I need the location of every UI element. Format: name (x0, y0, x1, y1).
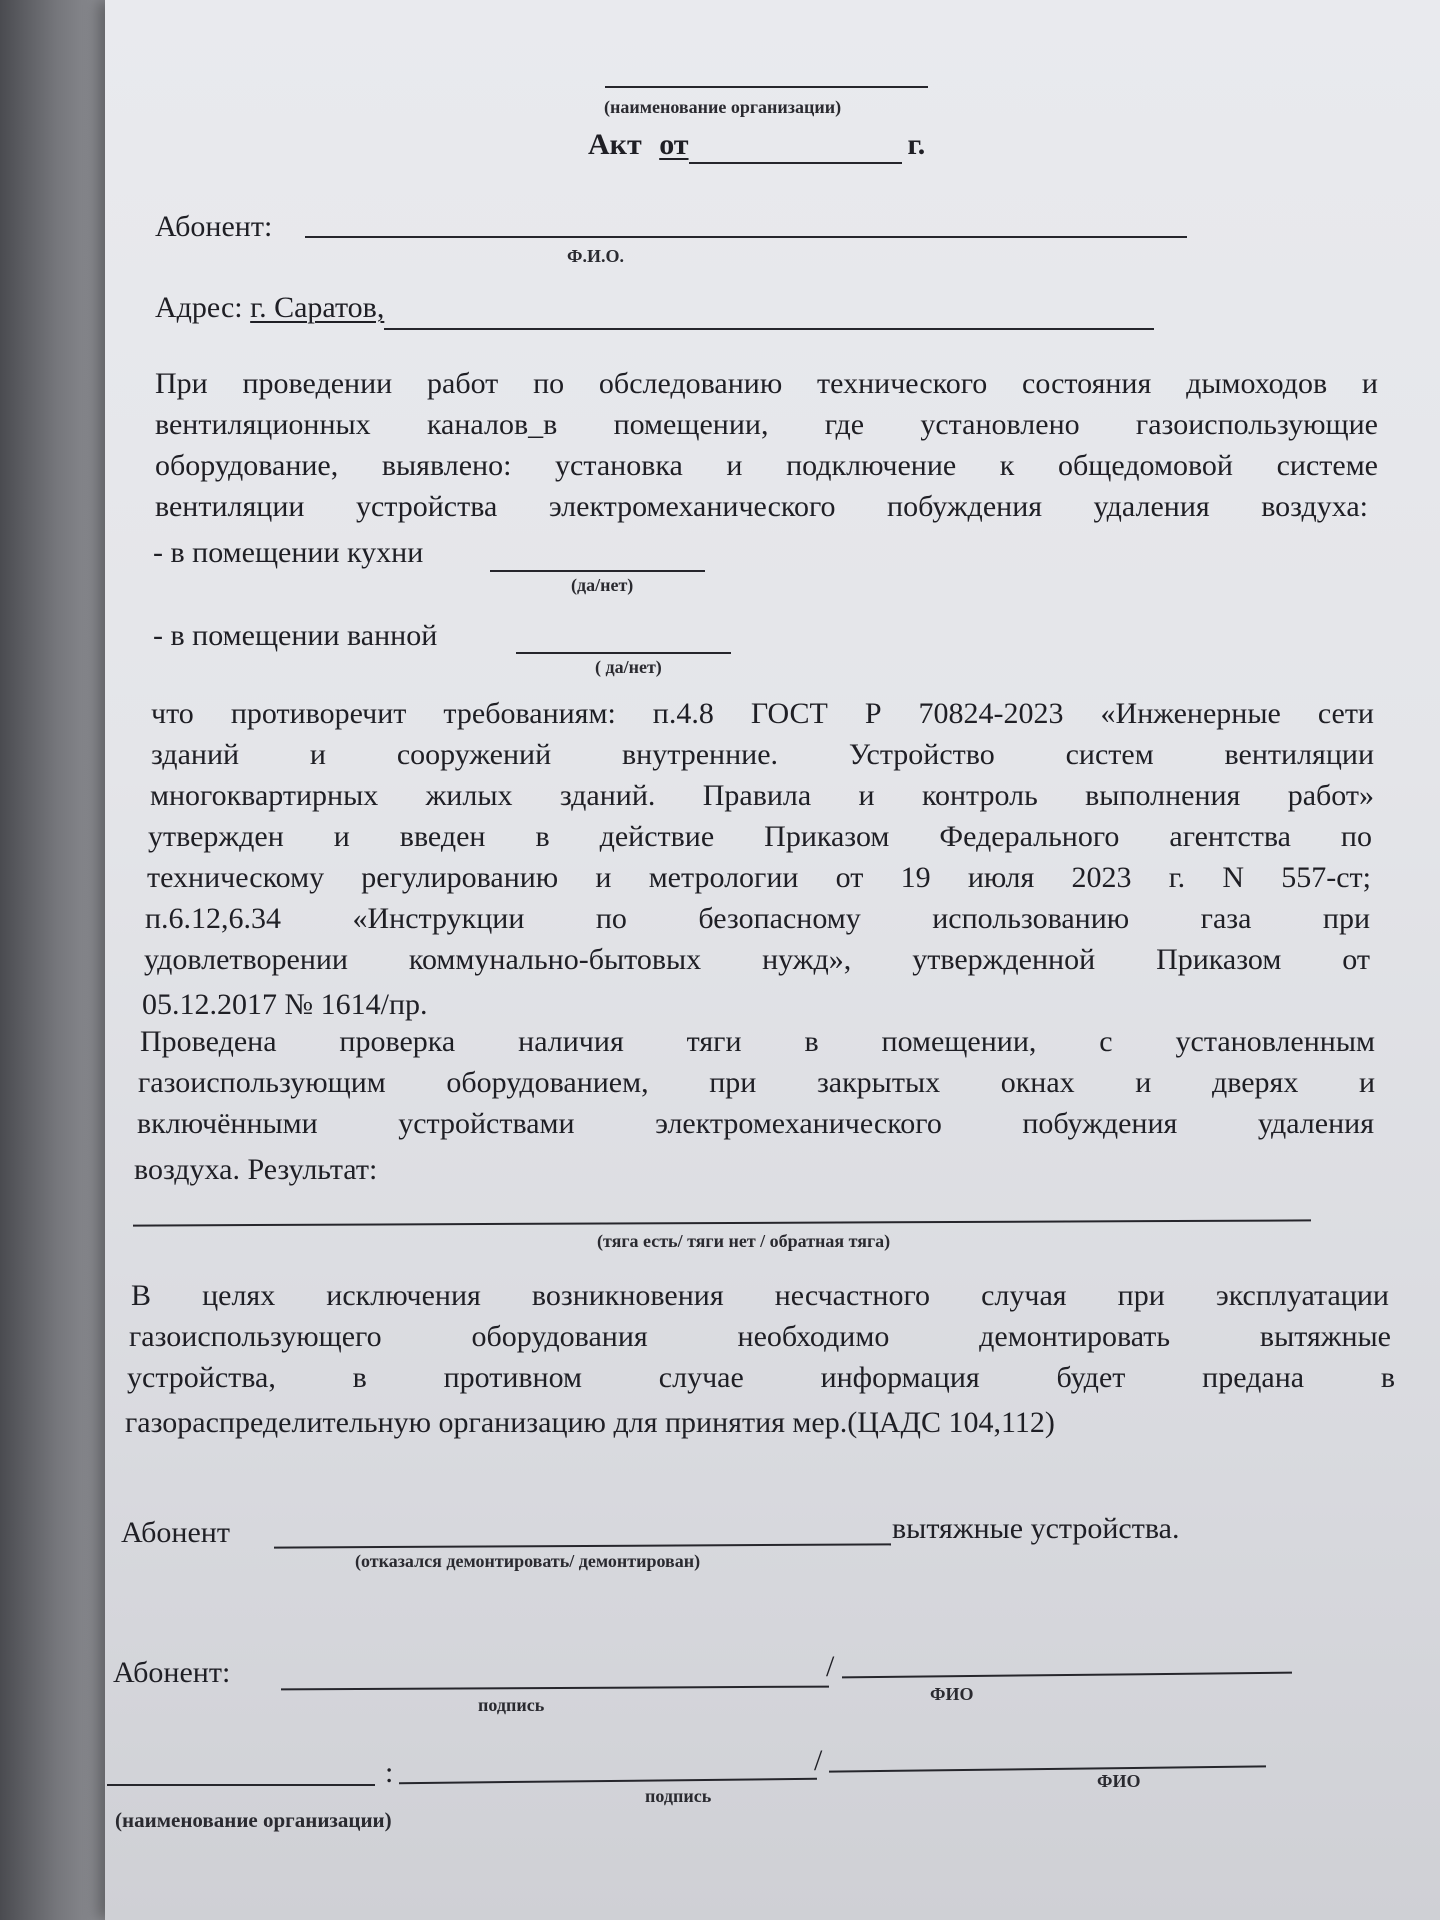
dismantle-caption: (отказался демонтировать/ демонтирован) (355, 1551, 701, 1571)
bathroom-label: - в помещении ванной (153, 619, 438, 652)
paragraph2-line-7: удовлетворении коммунально-бытовых нужд», утвержденной Приказом от (144, 943, 1370, 976)
paragraph2-line-4: утвержден и введен в действие Приказом Федерального агентства по (148, 820, 1372, 853)
paragraph4-line-3: устройства, в противном случае информация будет предана в (127, 1361, 1395, 1394)
paragraph1-line-2: вентиляционных каналов_в помещении, где установлено газоиспользующие (155, 408, 1378, 441)
org-signature-fio-line (829, 1765, 1266, 1772)
bathroom-caption: ( да/нет) (595, 657, 662, 677)
org-signature-fio-caption: ФИО (1097, 1771, 1141, 1791)
paragraph4-line-4: газораспределительную организацию для принятия мер.(ЦАДС 104,112) (125, 1406, 1055, 1439)
subscriber-signature-caption: подпись (478, 1695, 545, 1715)
subscriber-signature-slash: / (826, 1650, 835, 1683)
org-signature-sign-line (399, 1778, 817, 1784)
act-title (588, 128, 925, 164)
kitchen-answer-line (490, 570, 705, 572)
paragraph2-line-8: 05.12.2017 № 1614/пр. (142, 988, 428, 1021)
org-signature-sign-caption: подпись (645, 1786, 712, 1806)
act-date-line (689, 128, 902, 164)
org-name-line (605, 86, 928, 88)
subscriber-name-sign-line (842, 1672, 1292, 1679)
org-signature-name-line (107, 1784, 375, 1786)
paragraph3-line-4: воздуха. Результат: (134, 1153, 378, 1186)
result-line (133, 1219, 1311, 1226)
paragraph1-line-4: вентиляции устройства электромеханического побуждения удаления воздуха: (155, 490, 1368, 523)
paragraph2-line-6: п.6.12,6.34 «Инструкции по безопасному использованию газа при (145, 902, 1370, 935)
address-city: г. Саратов, (250, 291, 385, 324)
paragraph2-line-5: техническому регулированию и метрологии от 19 июля 2023 г. N 557-ст; (147, 861, 1371, 894)
paragraph4-line-1: В целях исключения возникновения несчастного случая при эксплуатации (131, 1279, 1389, 1312)
subscriber-signature-line (281, 1686, 829, 1691)
bathroom-answer-line (516, 652, 731, 654)
org-name-caption: (наименование организации) (604, 97, 842, 117)
subscriber-fio-caption: ФИО (930, 1684, 974, 1704)
dismantle-answer-line (274, 1543, 891, 1548)
act-year: г. (907, 128, 926, 161)
kitchen-label: - в помещении кухни (153, 536, 424, 569)
address-label: Адрес: (155, 291, 243, 324)
paragraph2-line-2: зданий и сооружений внутренние. Устройство систем вентиляции (151, 738, 1374, 771)
subscriber-name-caption: Ф.И.О. (567, 246, 624, 266)
subscriber-name-line (305, 236, 1187, 238)
paragraph2-line-1: что противоречит требованиям: п.4.8 ГОСТ Р 70824-2023 «Инженерные сети (151, 697, 1374, 730)
act-from: от (659, 128, 689, 161)
subscriber-signature-label: Абонент: (113, 1656, 231, 1689)
paragraph3-line-1: Проведена проверка наличия тяги в помещении, с установленным (140, 1025, 1375, 1058)
paragraph2-line-3: многоквартирных жилых зданий. Правила и контроль выполнения работ» (150, 779, 1374, 812)
subscriber-label: Абонент: (155, 210, 273, 243)
org-signature-org-caption: (наименование организации) (115, 1808, 392, 1832)
dismantle-label: Абонент (121, 1516, 230, 1549)
org-signature-colon: : (385, 1756, 394, 1789)
act-word: Акт (588, 128, 642, 161)
address-row (155, 287, 1154, 330)
result-caption: (тяга есть/ тяги нет / обратная тяга) (597, 1231, 891, 1251)
paragraph3-line-3: включёнными устройствами электромеханического побуждения удаления (137, 1107, 1374, 1140)
paragraph1-line-3: оборудование, выявлено: установка и подключение к общедомовой системе (155, 449, 1378, 482)
address-line (384, 287, 1154, 330)
paragraph4-line-2: газоиспользующего оборудования необходимо демонтировать вытяжные (129, 1320, 1391, 1353)
kitchen-caption: (да/нет) (571, 575, 634, 595)
dismantle-suffix: вытяжные устройства. (892, 1512, 1180, 1545)
org-signature-slash: / (814, 1744, 823, 1777)
paragraph1-line-1: При проведении работ по обследованию технического состояния дымоходов и (155, 367, 1378, 400)
paragraph3-line-2: газоиспользующим оборудованием, при закрытых окнах и дверях и (138, 1066, 1375, 1099)
